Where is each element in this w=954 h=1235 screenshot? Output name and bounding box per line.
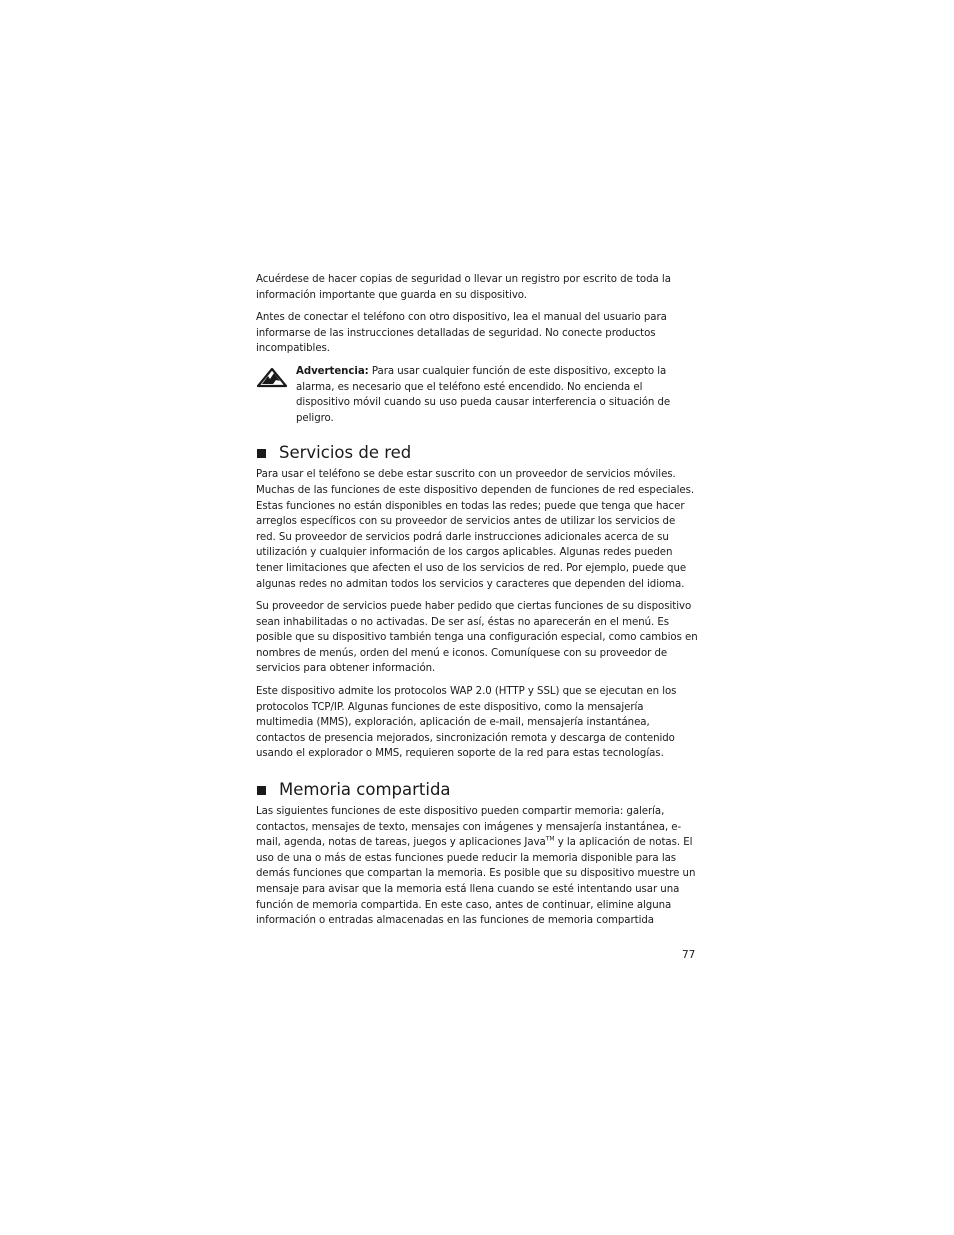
intro-paragraph-backup: Acuérdese de hacer copias de seguridad o llevar un registro por escrito de toda la información importante que guarda en su dispositivo. <box>256 274 671 301</box>
square-bullet-icon <box>257 449 266 458</box>
warning-text <box>296 364 698 426</box>
warning-body: Para usar cualquier función de este dispositivo, excepto la alarma, es necesario que el teléfono esté encendido. No encienda el dispositivo móvil cuando su uso pueda causar interferencia o situación de peligro. <box>296 365 671 424</box>
page-number: 77 <box>682 949 696 961</box>
network-services-paragraph-3: Este dispositivo admite los protocolos WAP 2.0 (HTTP y SSL) que se ejecutan en los protocolos TCP/IP. Algunas funciones de este dispositivo, como la mensajería multimedia (MMS), exploración, aplicación de e-mail, mensajería instantánea, contactos de presencia mejorados, sincronización remota y descarga de contenido usando el explorador o MMS, requieren soporte de la red para estas tecnologías. <box>256 686 677 760</box>
network-services-paragraph-2: Su proveedor de servicios puede haber pedido que ciertas funciones de su dispositivo sean inhabilitadas o no activadas. De ser así, éstas no aparecerán en el menú. Es posible que su dispositivo también tenga una configuración especial, como cambios en nombres de menús, orden del menú e iconos. Comuníquese con su proveedor de servicios para obtener información. <box>256 601 698 675</box>
network-services-paragraph-1: Para usar el teléfono se debe estar suscrito con un proveedor de servicios móviles. Muchas de las funciones de este dispositivo dependen de funciones de red especiales. Estas funciones no están disponibles en todas las redes; puede que tenga que hacer arreglos específicos con su proveedor de servicios antes de utilizar los servicios de red. Su proveedor de servicios podrá darle instrucciones adicionales acerca de su utilización y cualquier información de los cargos aplicables. Algunas redes pueden tener limitaciones que afecten el uso de los servicios de red. Por ejemplo, puede que algunas redes no admitan todos los servicios y caracteres que dependen del idioma. <box>256 469 695 590</box>
shared-memory-paragraph <box>256 804 698 929</box>
section-title: Servicios de red <box>279 443 412 463</box>
warning-triangle-icon <box>256 366 288 388</box>
page-content <box>256 272 698 936</box>
square-bullet-icon <box>257 786 266 795</box>
section-heading-shared-memory <box>256 780 698 800</box>
intro-paragraph-connect: Antes de conectar el teléfono con otro dispositivo, lea el manual del usuario para informarse de las instrucciones detalladas de seguridad. No conecte productos incompatibles. <box>256 312 667 355</box>
trademark-mark: TM <box>545 835 555 843</box>
shared-memory-text-start: Las siguientes funciones de este dispositivo pueden compartir memoria: galería, contactos, mensajes de texto, mensajes con imágenes y mensajería instantánea, e-mail, agenda, notas de tareas, juegos y aplicaciones Java <box>256 806 682 849</box>
warning-label: Advertencia: <box>296 365 369 377</box>
shared-memory-text-end: y la aplicación de notas. El uso de una o más de estas funciones puede reducir la memoria disponible para las demás funciones que compartan la memoria. Es posible que su dispositivo muestre un mensaje para avisar que la memoria está llena cuando se esté intentando usar una función de memoria compartida. En este caso, antes de continuar, elimine alguna información o entradas almacenadas en las funciones de memoria compartida <box>256 837 696 927</box>
section-title: Memoria compartida <box>279 780 451 800</box>
warning-box <box>256 364 698 426</box>
section-heading-network-services <box>256 443 698 463</box>
